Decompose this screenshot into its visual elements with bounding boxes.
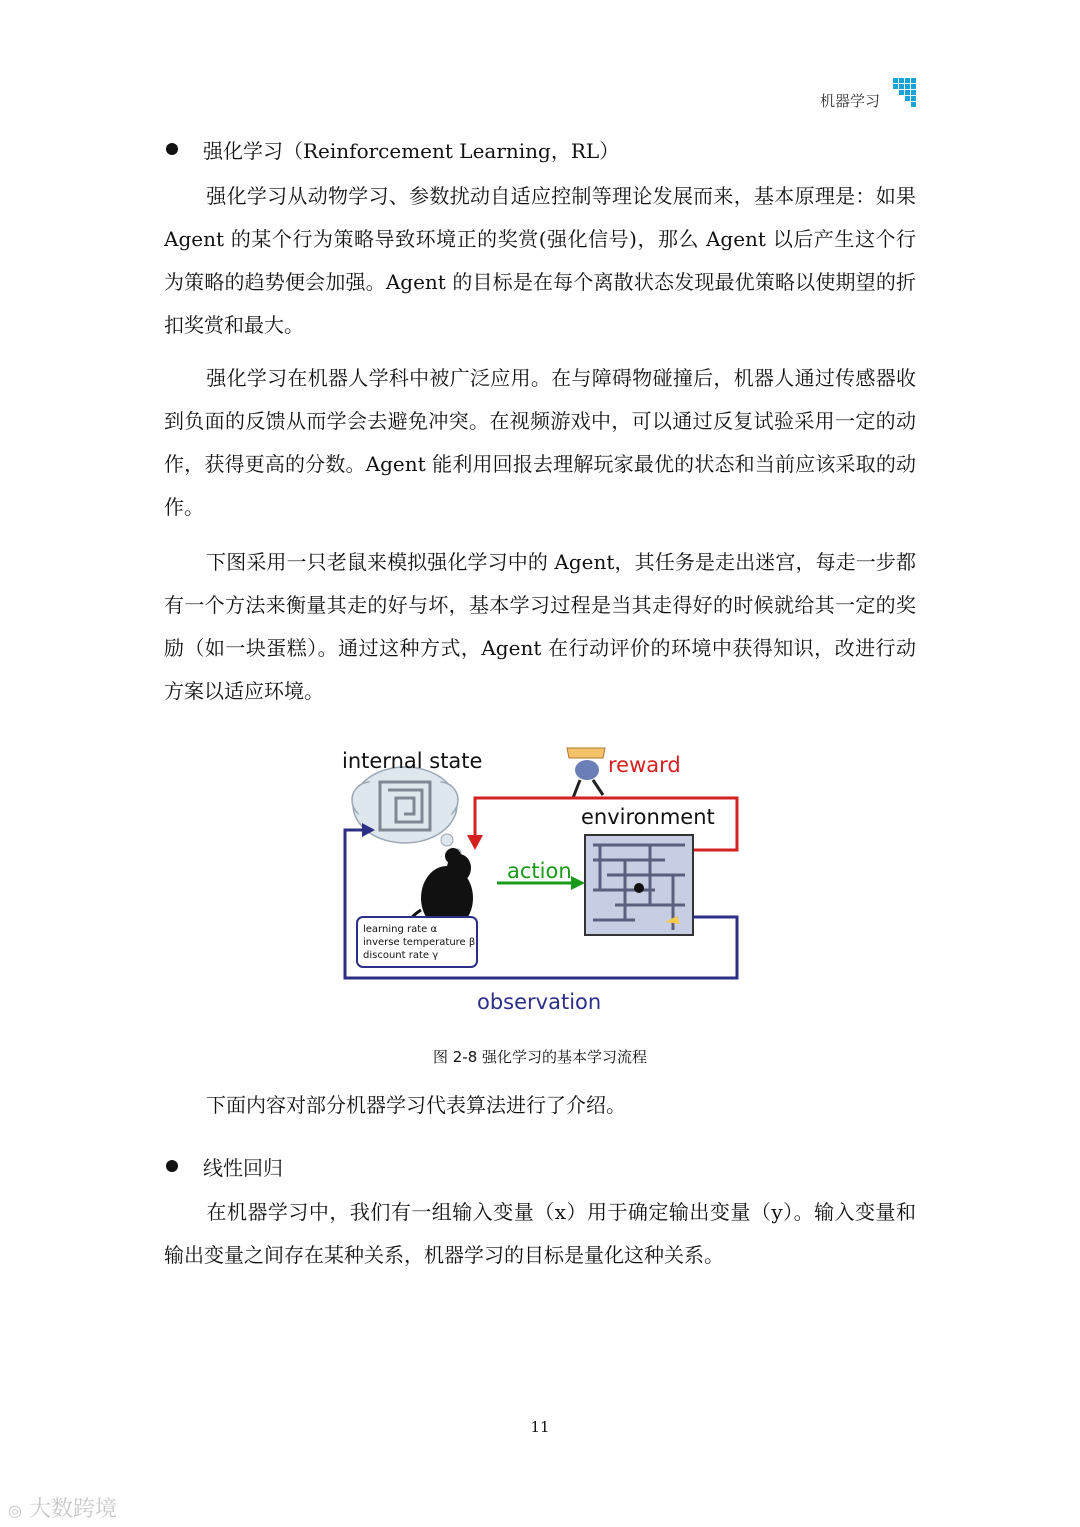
param-discount-rate: discount rate γ bbox=[363, 950, 439, 961]
paragraph-linear-regression bbox=[164, 1191, 916, 1277]
paragraph-text: 强化学习在机器人学科中被广泛应用。在与障碍物碰撞后，机器人通过传感器收到负面的反馈从而学会去避免冲突。在视频游戏中，可以通过反复试验采用一定的动作，获得更高的分数。Agent 能利用回报去理解玩家最优的状态和当前应该采取的动作。 bbox=[164, 366, 916, 519]
label-environment: environment bbox=[581, 805, 715, 829]
paragraph-rl-principle bbox=[164, 175, 916, 347]
section-heading-rl: 强化学习（Reinforcement Learning，RL） bbox=[203, 139, 620, 163]
bullet-icon bbox=[166, 143, 178, 155]
paragraph-text: 强化学习从动物学习、参数扰动自适应控制等理论发展而来，基本原理是：如果 Agent 的某个行为策略导致环境正的奖赏(强化信号)，那么 Agent 以后产生这个行为策略的趋势便会加强。Agent 的目标是在每个离散状态发现最优策略以使期望的折扣奖赏和最大。 bbox=[164, 184, 916, 337]
watermark-logo-icon: ◎ bbox=[8, 1501, 22, 1520]
thought-cloud-icon bbox=[352, 767, 461, 857]
paragraph-text: 在机器学习中，我们有一组输入变量（x）用于确定输出变量（y）。输入变量和输出变量之间存在某种关系，机器学习的目标是量化这种关系。 bbox=[164, 1200, 916, 1267]
watermark-text: 大数跨境 bbox=[28, 1497, 117, 1522]
paragraph-text: 下图采用一只老鼠来模拟强化学习中的 Agent，其任务是走出迷宫，每走一步都有一个方法来衡量其走的好与坏，基本学习过程是当其走得好的时候就给其一定的奖励（如一块蛋糕）。通过这种方式，Agent 在行动评价的环境中获得知识，改进行动方案以适应环境。 bbox=[164, 550, 916, 703]
label-observation: observation bbox=[477, 990, 602, 1014]
running-header: 机器学习 bbox=[819, 92, 880, 110]
maze-environment-icon bbox=[585, 835, 693, 935]
param-inverse-temperature: inverse temperature β bbox=[363, 937, 476, 948]
page-number: 11 bbox=[530, 1418, 550, 1436]
label-action: action bbox=[507, 859, 572, 883]
rl-diagram bbox=[335, 740, 755, 1025]
figure-caption: 图 2-8 强化学习的基本学习流程 bbox=[432, 1048, 648, 1066]
paragraph-text: 下面内容对部分机器学习代表算法进行了介绍。 bbox=[206, 1093, 626, 1117]
label-reward: reward bbox=[608, 753, 681, 777]
param-learning-rate: learning rate α bbox=[363, 924, 438, 935]
section-heading-linear-regression: 线性回归 bbox=[203, 1156, 283, 1180]
paragraph-rl-applications bbox=[164, 357, 916, 529]
cake-reward-icon bbox=[567, 748, 605, 798]
bullet-icon bbox=[166, 1160, 178, 1172]
paragraph-intro bbox=[164, 1084, 916, 1127]
paragraph-rl-mouse bbox=[164, 541, 916, 713]
label-internal-state: internal state bbox=[342, 749, 483, 773]
publisher-logo-icon bbox=[893, 78, 917, 112]
watermark bbox=[8, 1492, 117, 1523]
